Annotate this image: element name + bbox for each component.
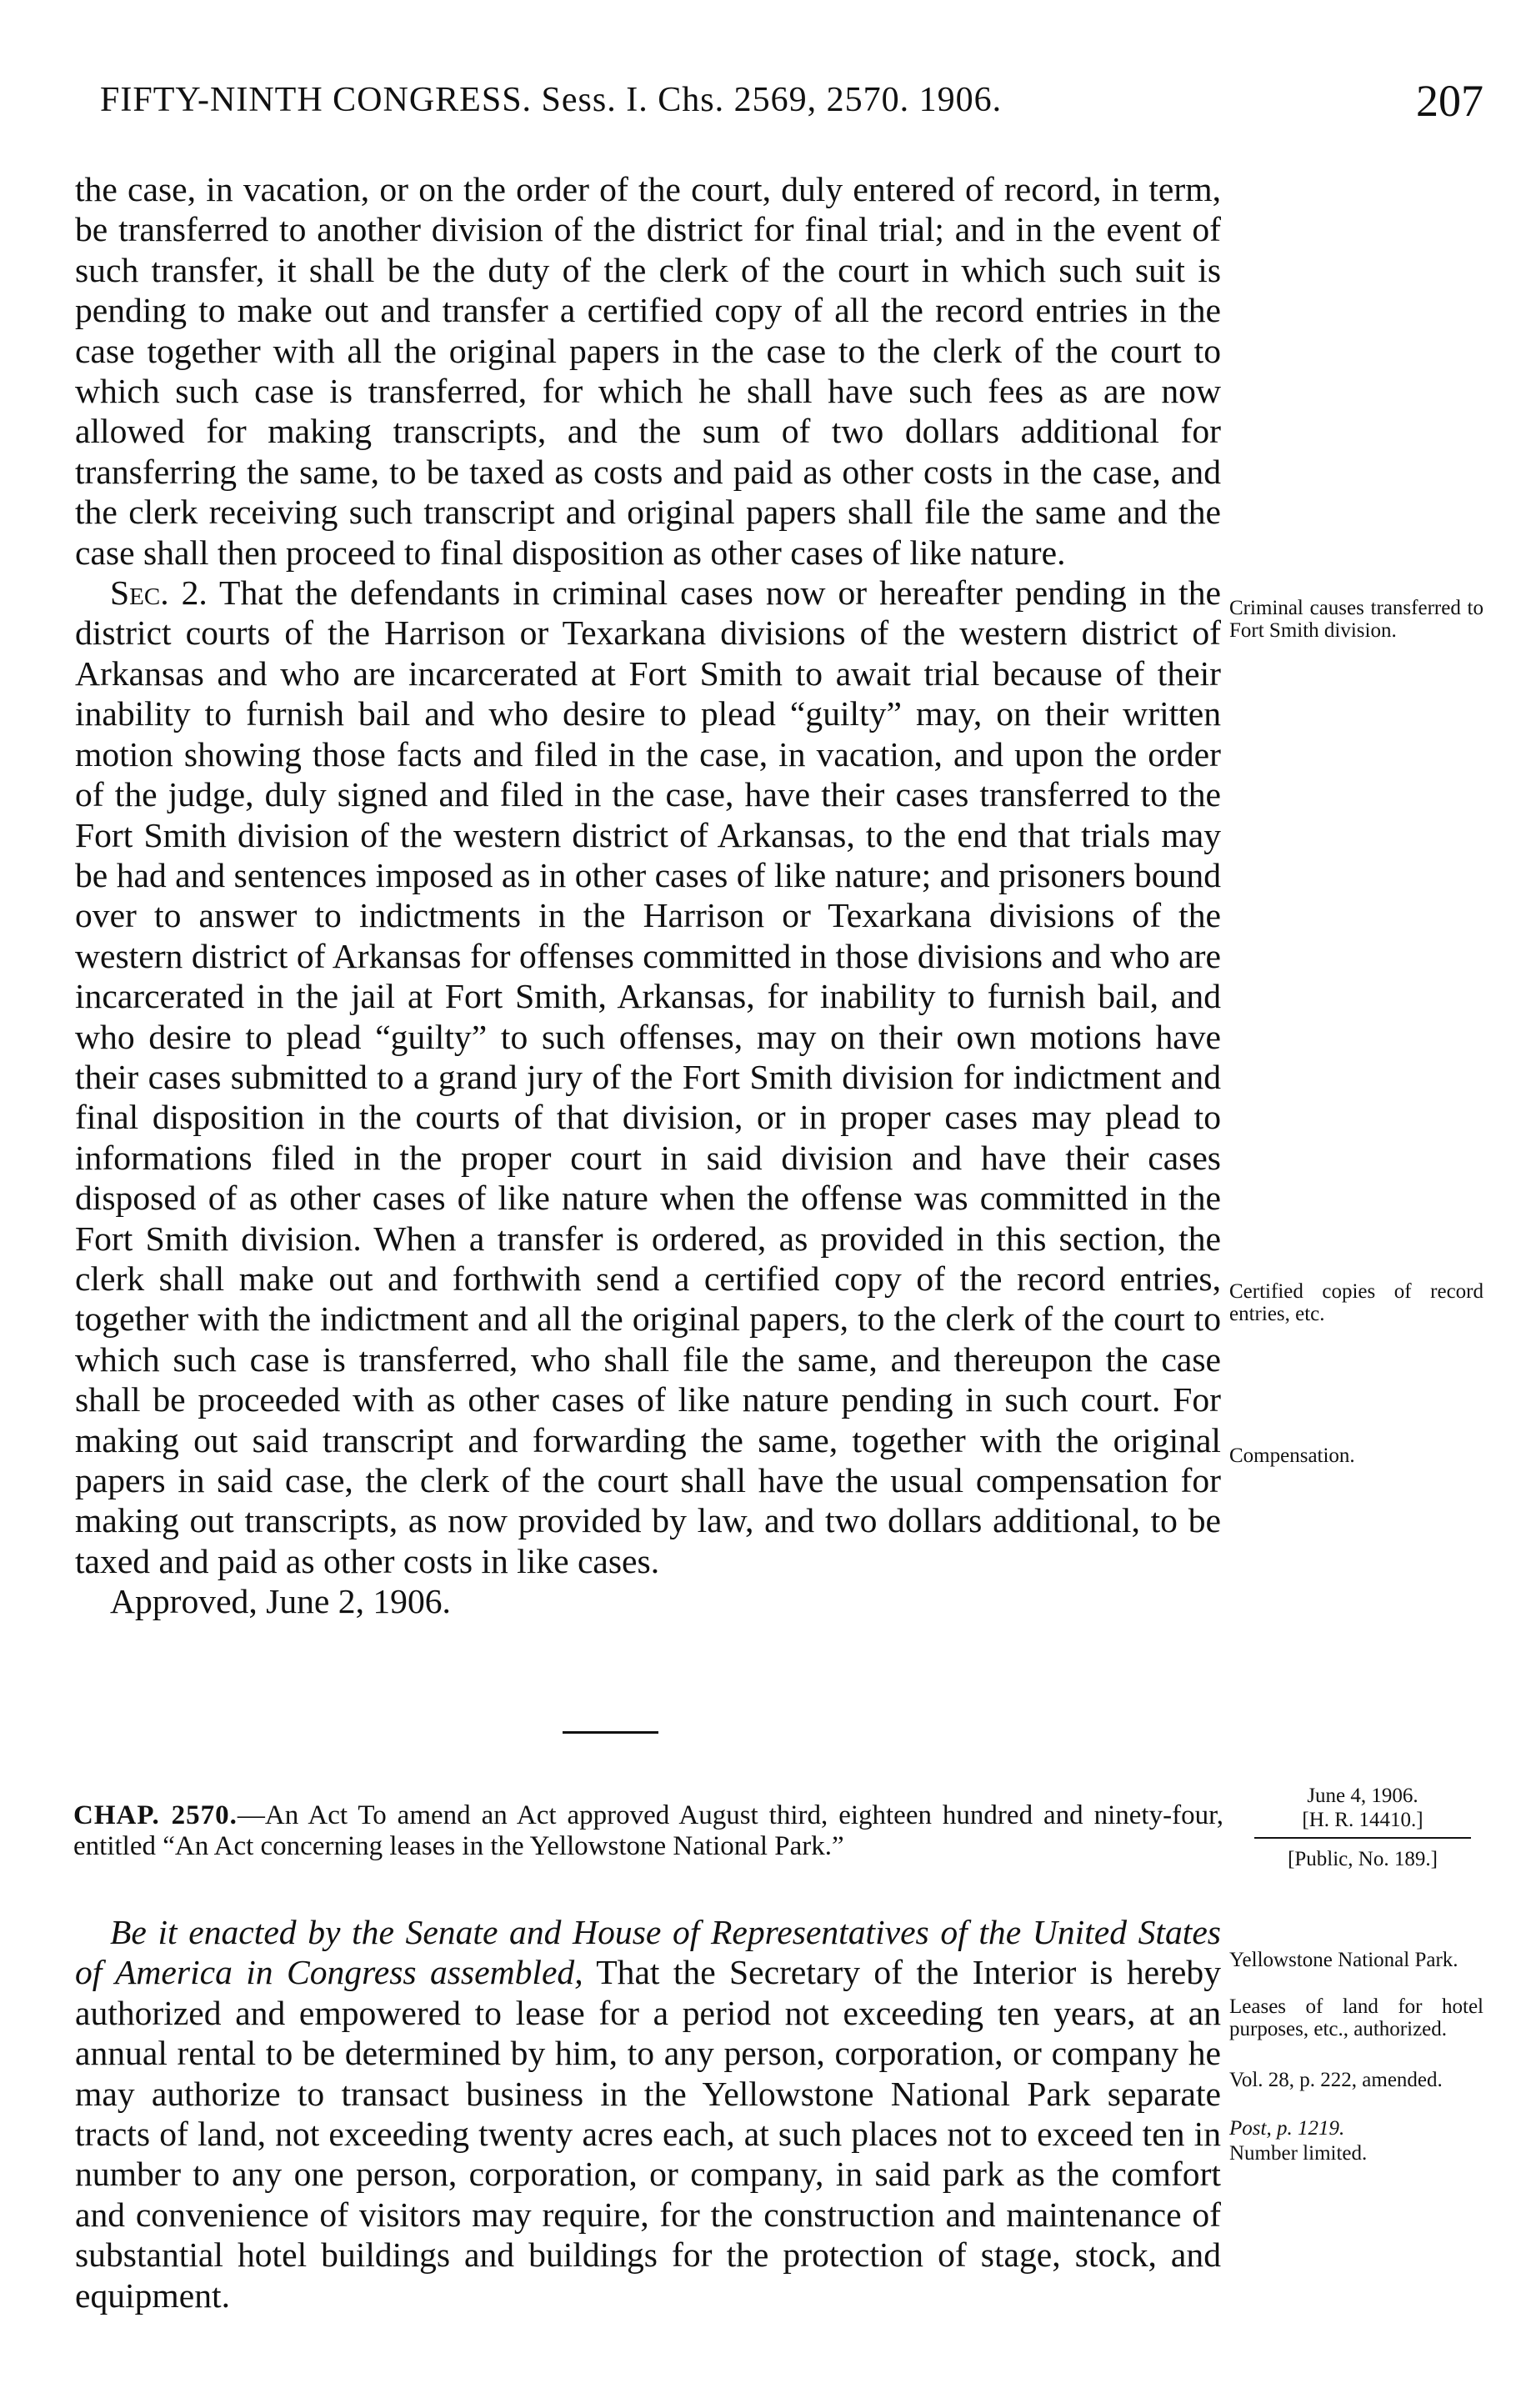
running-head-title: FIFTY-NINTH CONGRESS. Sess. I. Chs. 2569, 2570. 1906. bbox=[100, 81, 1003, 119]
enacting-clause: Be it enacted by the Senate and House of Representatives of the United States of America in Congress assembled, bbox=[75, 1913, 1221, 1992]
margin-note-vol: Vol. 28, p. 222, amended. bbox=[1229, 2069, 1443, 2091]
chapter-title: —An Act To amend an Act approved August third, eighteen hundred and ninety-four, entitled “An Act concerning leases in the Yellowstone National Park.” bbox=[73, 1800, 1223, 1861]
chapter-label: CHAP. 2570. bbox=[73, 1800, 238, 1830]
section-divider-rule bbox=[563, 1731, 658, 1734]
paragraph-continuation: the case, in vacation, or on the order of the court, duly entered of record, in term, be transferred to another division of the district for final trial; and in the event of such transfer, it shall be the duty of the clerk of the court in which such suit is pending to make out and transfer a certified copy of all the record entries in the case together with all the original papers in the case to the clerk of the court to which such case is transferred, for which he shall have such fees as are now allowed for making transcripts, and the sum of two dollars additional for transferring the same, to be taxed as costs and paid as other costs in the case, and the clerk receiving such transcript and original papers shall file the same and the case shall then proceed to final disposition as other cases of like nature. bbox=[75, 170, 1221, 572]
section-1-continued bbox=[75, 169, 1221, 1622]
margin-note-post bbox=[1229, 2117, 1483, 2140]
act-text: That the Secretary of the Interior is hereby authorized and empowered to lease for a period not exceeding ten years, at an annual rental to be determined by him, to any person, corporation, or company he may authorize to transact business in the Yellowstone National Park separate tracts of land, not exceeding twenty acres each, at such places not to exceed ten in number to any one person, corporation, or company, in said park as the comfort and convenience of visitors may require, for the construction and maintenance of substantial hotel buildings and buildings for the protection of stage, stock, and equipment. bbox=[75, 1953, 1221, 2315]
post-reference: Post, p. 1219. bbox=[1229, 2117, 1345, 2140]
margin-note-number-limited: Number limited. bbox=[1229, 2142, 1368, 2165]
enacting-paragraph bbox=[75, 1912, 1221, 2315]
margin-note-yellowstone: Yellowstone National Park. bbox=[1229, 1949, 1458, 1971]
act-date: June 4, 1906. bbox=[1307, 1785, 1418, 1807]
page-number: 207 bbox=[1416, 76, 1483, 126]
bill-info bbox=[1254, 1784, 1471, 1871]
margin-note-leases: Leases of land for hotel purposes, etc., authorized. bbox=[1229, 1995, 1483, 2040]
section-2-label: Sec. 2. bbox=[110, 573, 208, 613]
chapter-heading bbox=[73, 1800, 1223, 1862]
section-2-paragraph bbox=[75, 573, 1221, 1581]
running-head bbox=[100, 76, 1483, 138]
margin-note-certified-copies: Certified copies of record entries, etc. bbox=[1229, 1280, 1483, 1325]
margin-note-criminal-causes: Criminal causes transferred to Fort Smith division. bbox=[1229, 597, 1483, 642]
section-2-text: That the defendants in criminal cases now or hereafter pending in the district courts of the Harrison or Texarkana divisions of the western district of Arkansas and who are incarcerated at Fort Smith to await trial because of their inability to furnish bail and who desire to plead “guilty” may, on their written motion showing those facts and filed in the case, in vacation, and upon the order of the judge, duly signed and filed in the case, have their cases transferred to the Fort Smith division of the western district of Arkansas, to the end that trials may be had and sentences imposed as in other cases of like nature; and prisoners bound over to answer to indictments in the Harrison or Texarkana divisions of the western district of Arkansas for offenses committed in those divisions and who are incarcerated in the jail at Fort Smith, Arkansas, for inability to furnish bail, and who desire to plead “guilty” to such offenses, may on their own motions have their cases submitted to a grand jury of the Fort Smith division for indictment and final disposition in the courts of that division, or in proper cases may plead to informations filed in the proper court in said division and have their cases disposed of as other cases of like nature when the offense was committed in the Fort Smith division. When a transfer is ordered, as provided in this section, the clerk shall make out and forthwith send a certified copy of the record entries, together with the indictment and all the original papers, to the clerk of the court to which such case is transferred, who shall file the same, and thereupon the case shall be proceeded with as other cases of like nature pending in such court. For making out said transcript and forwarding the same, together with the original papers in said case, the clerk of the court shall have the usual compensation for making out transcripts, as now provided by law, and two dollars additional, to be taxed and paid as other costs in like cases. bbox=[75, 573, 1221, 1580]
approval-line: Approved, June 2, 1906. bbox=[110, 1582, 451, 1621]
chapter-2570-body bbox=[75, 1912, 1221, 2315]
house-bill-number: [H. R. 14410.] bbox=[1254, 1808, 1471, 1839]
public-law-number: [Public, No. 189.] bbox=[1288, 1848, 1438, 1870]
margin-note-compensation: Compensation. bbox=[1229, 1444, 1355, 1467]
